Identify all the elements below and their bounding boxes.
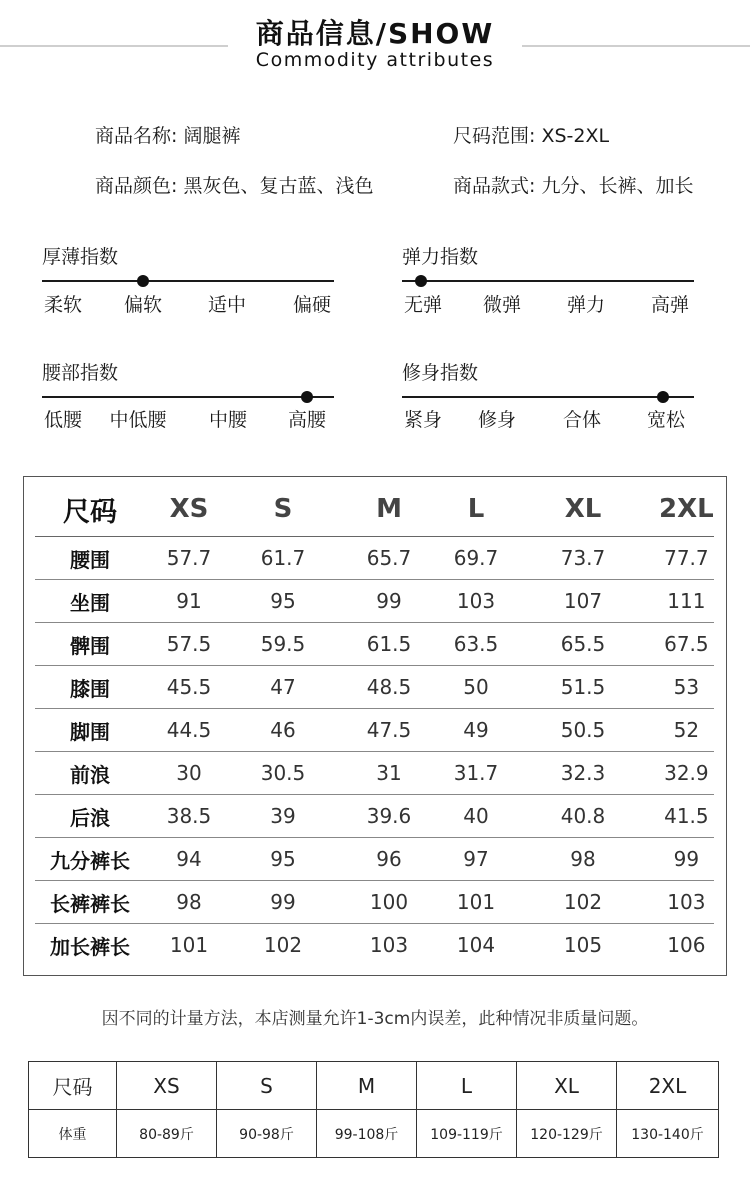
- measurement-value: 39: [233, 795, 333, 838]
- measurement-value: 101: [169, 933, 209, 957]
- thickness-option: 偏硬: [292, 294, 331, 316]
- measurement-value: 100: [333, 881, 445, 924]
- fit-option: 修身: [477, 409, 516, 431]
- fit-option: 宽松: [646, 409, 685, 431]
- measurement-label: 九分裤长: [35, 838, 145, 881]
- table-row: [35, 580, 714, 623]
- measurement-value: 61.5: [333, 623, 445, 666]
- measurement-value: 98: [507, 838, 659, 881]
- measurement-value: 48.5: [333, 666, 445, 709]
- thickness-option: 柔软: [43, 294, 82, 316]
- weight-table-size-label: 尺码: [29, 1062, 117, 1110]
- fit-option: 合体: [562, 409, 601, 431]
- weight-table-size: L: [417, 1062, 517, 1110]
- size-header: 2XL: [659, 482, 714, 537]
- measurement-value: 107: [507, 580, 659, 623]
- measurement-value: 47: [233, 666, 333, 709]
- thickness-index-title: 厚薄指数: [42, 246, 119, 268]
- fit-index-track: [402, 396, 694, 398]
- table-row: [35, 881, 714, 924]
- weight-table-weight: 90-98斤: [217, 1110, 317, 1158]
- waist-option: 高腰: [287, 409, 326, 431]
- measurement-value: 94: [145, 838, 233, 881]
- measurement-value: 52: [659, 709, 714, 752]
- measurement-value: 69.7: [445, 537, 507, 580]
- section-title: 商品信息/SHOW: [255, 17, 495, 50]
- measurement-value: 65.5: [507, 623, 659, 666]
- measurement-label: 后浪: [35, 795, 145, 838]
- size-header: L: [445, 482, 507, 537]
- waist-option: 低腰: [43, 409, 82, 431]
- measurement-label: 腰围: [35, 537, 145, 580]
- measurement-value: 111: [659, 580, 714, 623]
- measurement-value: 102: [263, 933, 303, 957]
- thickness-index-marker: [137, 275, 149, 287]
- table-row: [35, 752, 714, 795]
- measurement-value: 53: [659, 666, 714, 709]
- elasticity-index-title: 弹力指数: [402, 246, 479, 268]
- elasticity-index-track: [402, 280, 694, 282]
- measurement-value: 40.8: [507, 795, 659, 838]
- size-chart-corner: 尺码: [35, 482, 145, 537]
- weight-table-size: XS: [117, 1062, 217, 1110]
- waist-option: 中低腰: [109, 409, 167, 431]
- table-row: [35, 924, 714, 967]
- measurement-value: 73.7: [507, 537, 659, 580]
- fit-option: 紧身: [403, 409, 442, 431]
- measurement-value: 101: [445, 881, 507, 924]
- weight-table-weight: 99-108斤: [317, 1110, 417, 1158]
- table-row: [35, 537, 714, 580]
- measurement-value: 103: [445, 580, 507, 623]
- measurement-value: 102: [507, 881, 659, 924]
- waist-index-title: 腰部指数: [42, 362, 119, 384]
- section-subtitle: Commodity attributes: [255, 49, 495, 71]
- weight-table-size: 2XL: [617, 1062, 719, 1110]
- weight-table: [28, 1061, 719, 1158]
- product-name: 商品名称: 阔腿裤: [95, 125, 241, 147]
- measurement-value: 106: [667, 933, 706, 957]
- thickness-option: 偏软: [123, 294, 162, 316]
- measurement-value: 30: [145, 752, 233, 795]
- measurement-value: 32.9: [659, 752, 714, 795]
- size-chart-header-row: [35, 482, 714, 537]
- measurement-label: 膝围: [35, 666, 145, 709]
- measurement-value: 50.5: [507, 709, 659, 752]
- measurement-value: 31: [333, 752, 445, 795]
- elasticity-option: 弹力: [566, 294, 605, 316]
- measurement-value: 99: [659, 838, 714, 881]
- size-header: M: [333, 482, 445, 537]
- table-row: [35, 838, 714, 881]
- measurement-value: 57.7: [145, 537, 233, 580]
- weight-table-weight-row: [29, 1110, 719, 1158]
- measurement-value: 95: [233, 580, 333, 623]
- elasticity-option: 微弹: [482, 294, 521, 316]
- table-row: [35, 709, 714, 752]
- weight-table-size-row: [29, 1062, 719, 1110]
- weight-table-size: S: [217, 1062, 317, 1110]
- size-header: XL: [507, 482, 659, 537]
- size-chart-table: [35, 482, 714, 966]
- measurement-value: 91: [145, 580, 233, 623]
- measurement-value: 77.7: [659, 537, 714, 580]
- waist-index-marker: [301, 391, 313, 403]
- measurement-value: 39.6: [333, 795, 445, 838]
- measurement-value: 57.5: [145, 623, 233, 666]
- measurement-value: 104: [456, 933, 496, 957]
- measurement-value: 47.5: [333, 709, 445, 752]
- measurement-value: 63.5: [445, 623, 507, 666]
- elasticity-option: 高弹: [650, 294, 689, 316]
- measurement-value: 41.5: [659, 795, 714, 838]
- measurement-value: 96: [333, 838, 445, 881]
- weight-table-size: M: [317, 1062, 417, 1110]
- measurement-value: 67.5: [659, 623, 714, 666]
- size-header: XS: [145, 482, 233, 537]
- measurement-value: 40: [445, 795, 507, 838]
- measurement-value: 49: [445, 709, 507, 752]
- elasticity-option: 无弹: [403, 294, 442, 316]
- measurement-value: 105: [563, 933, 603, 957]
- product-styles: 商品款式: 九分、长裤、加长: [453, 175, 694, 197]
- waist-index-track: [42, 396, 334, 398]
- measurement-value: 44.5: [145, 709, 233, 752]
- measurement-note: 因不同的计量方法，本店测量允许1-3cm内误差，此种情况非质量问题。: [101, 1009, 649, 1029]
- measurement-value: 103: [369, 933, 409, 957]
- table-row: [35, 795, 714, 838]
- weight-table-weight: 130-140斤: [617, 1110, 719, 1158]
- measurement-value: 97: [445, 838, 507, 881]
- elasticity-index-marker: [415, 275, 427, 287]
- measurement-value: 51.5: [507, 666, 659, 709]
- measurement-value: 45.5: [145, 666, 233, 709]
- measurement-value: 98: [145, 881, 233, 924]
- measurement-value: 50: [445, 666, 507, 709]
- measurement-value: 103: [659, 881, 714, 924]
- weight-table-weight: 80-89斤: [117, 1110, 217, 1158]
- measurement-value: 95: [233, 838, 333, 881]
- fit-index-title: 修身指数: [402, 362, 479, 384]
- measurement-label: 髀围: [35, 623, 145, 666]
- thickness-index-track: [42, 280, 334, 282]
- measurement-label: 坐围: [35, 580, 145, 623]
- weight-table-weight-label: 体重: [29, 1110, 117, 1158]
- size-header: S: [233, 482, 333, 537]
- measurement-label: 脚围: [35, 709, 145, 752]
- measurement-value: 46: [233, 709, 333, 752]
- measurement-value: 59.5: [233, 623, 333, 666]
- measurement-label: 前浪: [35, 752, 145, 795]
- product-colors: 商品颜色: 黑灰色、复古蓝、浅色: [95, 175, 374, 197]
- measurement-label: 加长裤长: [50, 934, 130, 959]
- measurement-value: 99: [333, 580, 445, 623]
- weight-table-weight: 109-119斤: [417, 1110, 517, 1158]
- size-range: 尺码范围: XS-2XL: [453, 125, 610, 147]
- measurement-label: 长裤裤长: [35, 881, 145, 924]
- measurement-value: 32.3: [507, 752, 659, 795]
- measurement-value: 65.7: [333, 537, 445, 580]
- measurement-value: 38.5: [145, 795, 233, 838]
- measurement-value: 99: [233, 881, 333, 924]
- fit-index-marker: [657, 391, 669, 403]
- table-row: [35, 623, 714, 666]
- weight-table-size: XL: [517, 1062, 617, 1110]
- measurement-value: 61.7: [233, 537, 333, 580]
- table-row: [35, 666, 714, 709]
- weight-table-weight: 120-129斤: [517, 1110, 617, 1158]
- thickness-option: 适中: [207, 294, 246, 316]
- waist-option: 中腰: [208, 409, 247, 431]
- measurement-value: 30.5: [233, 752, 333, 795]
- measurement-value: 31.7: [445, 752, 507, 795]
